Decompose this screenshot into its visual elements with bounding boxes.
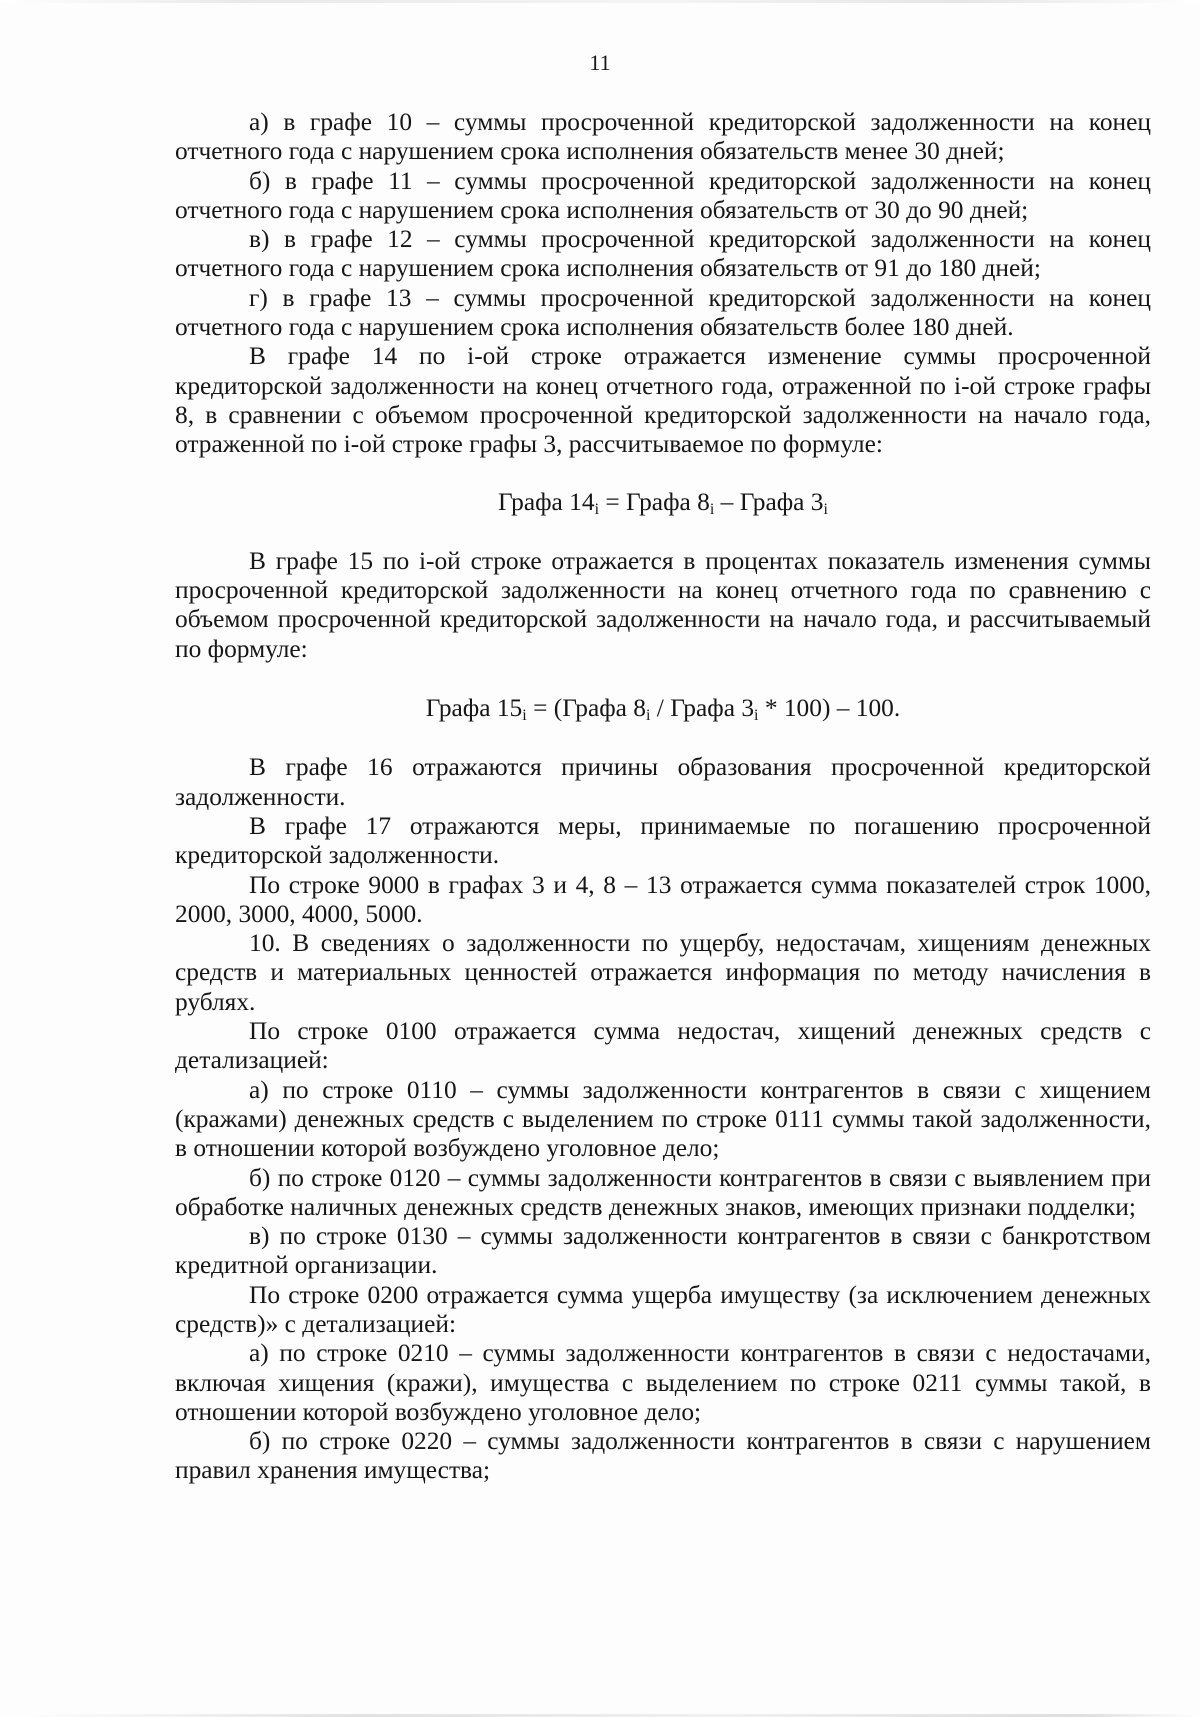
scan-edge-top <box>0 0 1200 3</box>
paragraph-item-g-column-13: г) в графе 13 – суммы просроченной кредиторской задолженности на конец отчетного года с нарушением срока исполнения обязательств более 180 дней. <box>175 283 1151 342</box>
formula-1-part-2: = Графа 8 <box>599 487 710 516</box>
document-body <box>175 108 1151 1486</box>
formula-2-subscript-1: i <box>522 707 527 725</box>
paragraph-column-16: В графе 16 отражаются причины образования просроченной кредиторской задолженности. <box>175 753 1151 811</box>
paragraph-column-17: В графе 17 отражаются меры, принимаемые по погашению просроченной кредиторской задолженности. <box>175 811 1151 870</box>
formula-1-part-3: – Графа 3 <box>714 487 824 516</box>
paragraph-item-b-column-11: б) в графе 11 – суммы просроченной кредиторской задолженности на конец отчетного года с нарушением срока исполнения обязательств от 30 до 90 дней; <box>175 166 1151 224</box>
paragraph-column-14: В графе 14 по i-ой строке отражается изменение суммы просроченной кредиторской задолженности на конец отчетного года, отраженной по i-ой строке графы 8, в сравнении с объемом просроченной кредиторской задолженности на начало года, отраженной по i-ой строке графы 3, рассчитываемое по формуле: <box>175 342 1151 459</box>
formula-column-15 <box>175 694 1151 723</box>
paragraph-row-9000: По строке 9000 в графах 3 и 4, 8 – 13 отражается сумма показателей строк 1000, 2000, 3000, 4000, 5000. <box>175 870 1151 928</box>
formula-1-part-1: Графа 14 <box>498 487 595 516</box>
formula-2-subscript-3: i <box>754 707 759 725</box>
paragraph-row-0110: а) по строке 0110 – суммы задолженности контрагентов в связи с хищением (кражами) денежных средств с выделением по строке 0111 суммы такой задолженности, в отношении которой возбуждено уголовное дело; <box>175 1075 1151 1163</box>
formula-1-subscript-3: i <box>823 500 828 518</box>
paragraph-item-v-column-12: в) в графе 12 – суммы просроченной кредиторской задолженности на конец отчетного года с нарушением срока исполнения обязательств от 91 до 180 дней; <box>175 225 1151 283</box>
formula-2-subscript-2: i <box>646 707 651 725</box>
formula-column-14 <box>175 488 1151 517</box>
paragraph-section-10: 10. В сведениях о задолженности по ущербу, недостачам, хищениям денежных средств и материальных ценностей отражается информация по методу начисления в рублях. <box>175 929 1151 1016</box>
page-number: 11 <box>589 50 611 75</box>
paragraph-row-0130: в) по строке 0130 – суммы задолженности контрагентов в связи с банкротством кредитной организации. <box>175 1222 1151 1280</box>
formula-2-part-1: Графа 15 <box>425 694 523 723</box>
formula-1-subscript-2: i <box>709 500 715 518</box>
paragraph-row-0120: б) по строке 0120 – суммы задолженности контрагентов в связи с выявлением при обработке наличных денежных средств денежных знаков, имеющих признаки подделки; <box>175 1163 1151 1221</box>
paragraph-row-0210: а) по строке 0210 – суммы задолженности контрагентов в связи с недостачами, включая хищения (кражи), имущества с выделением по строке 0211 суммы такой, в отношении которой возбуждено уголовное дело; <box>175 1339 1151 1426</box>
formula-2-part-4: * 100) – 100. <box>758 694 901 723</box>
formula-2-part-2: = (Графа 8 <box>526 694 646 723</box>
formula-1-subscript-1: i <box>594 500 600 518</box>
paragraph-row-0220: б) по строке 0220 – суммы задолженности контрагентов в связи с нарушением правил хранения имущества; <box>175 1427 1151 1485</box>
paragraph-column-15: В графе 15 по i-ой строке отражается в процентах показатель изменения суммы просроченной кредиторской задолженности на конец отчетного года по сравнению с объемом просроченной кредиторской задолженности на начало года, и рассчитываемый по формуле: <box>175 546 1151 663</box>
paragraph-row-0100: По строке 0100 отражается сумма недостач, хищений денежных средств с детализацией: <box>175 1017 1151 1075</box>
paragraph-row-0200: По строке 0200 отражается сумма ущерба имуществу (за исключением денежных средств)» с детализацией: <box>175 1280 1151 1338</box>
paragraph-item-a-column-10: а) в графе 10 – суммы просроченной кредиторской задолженности на конец отчетного года с нарушением срока исполнения обязательств менее 30 дней; <box>175 108 1151 166</box>
formula-2-part-3: / Графа 3 <box>650 694 755 723</box>
